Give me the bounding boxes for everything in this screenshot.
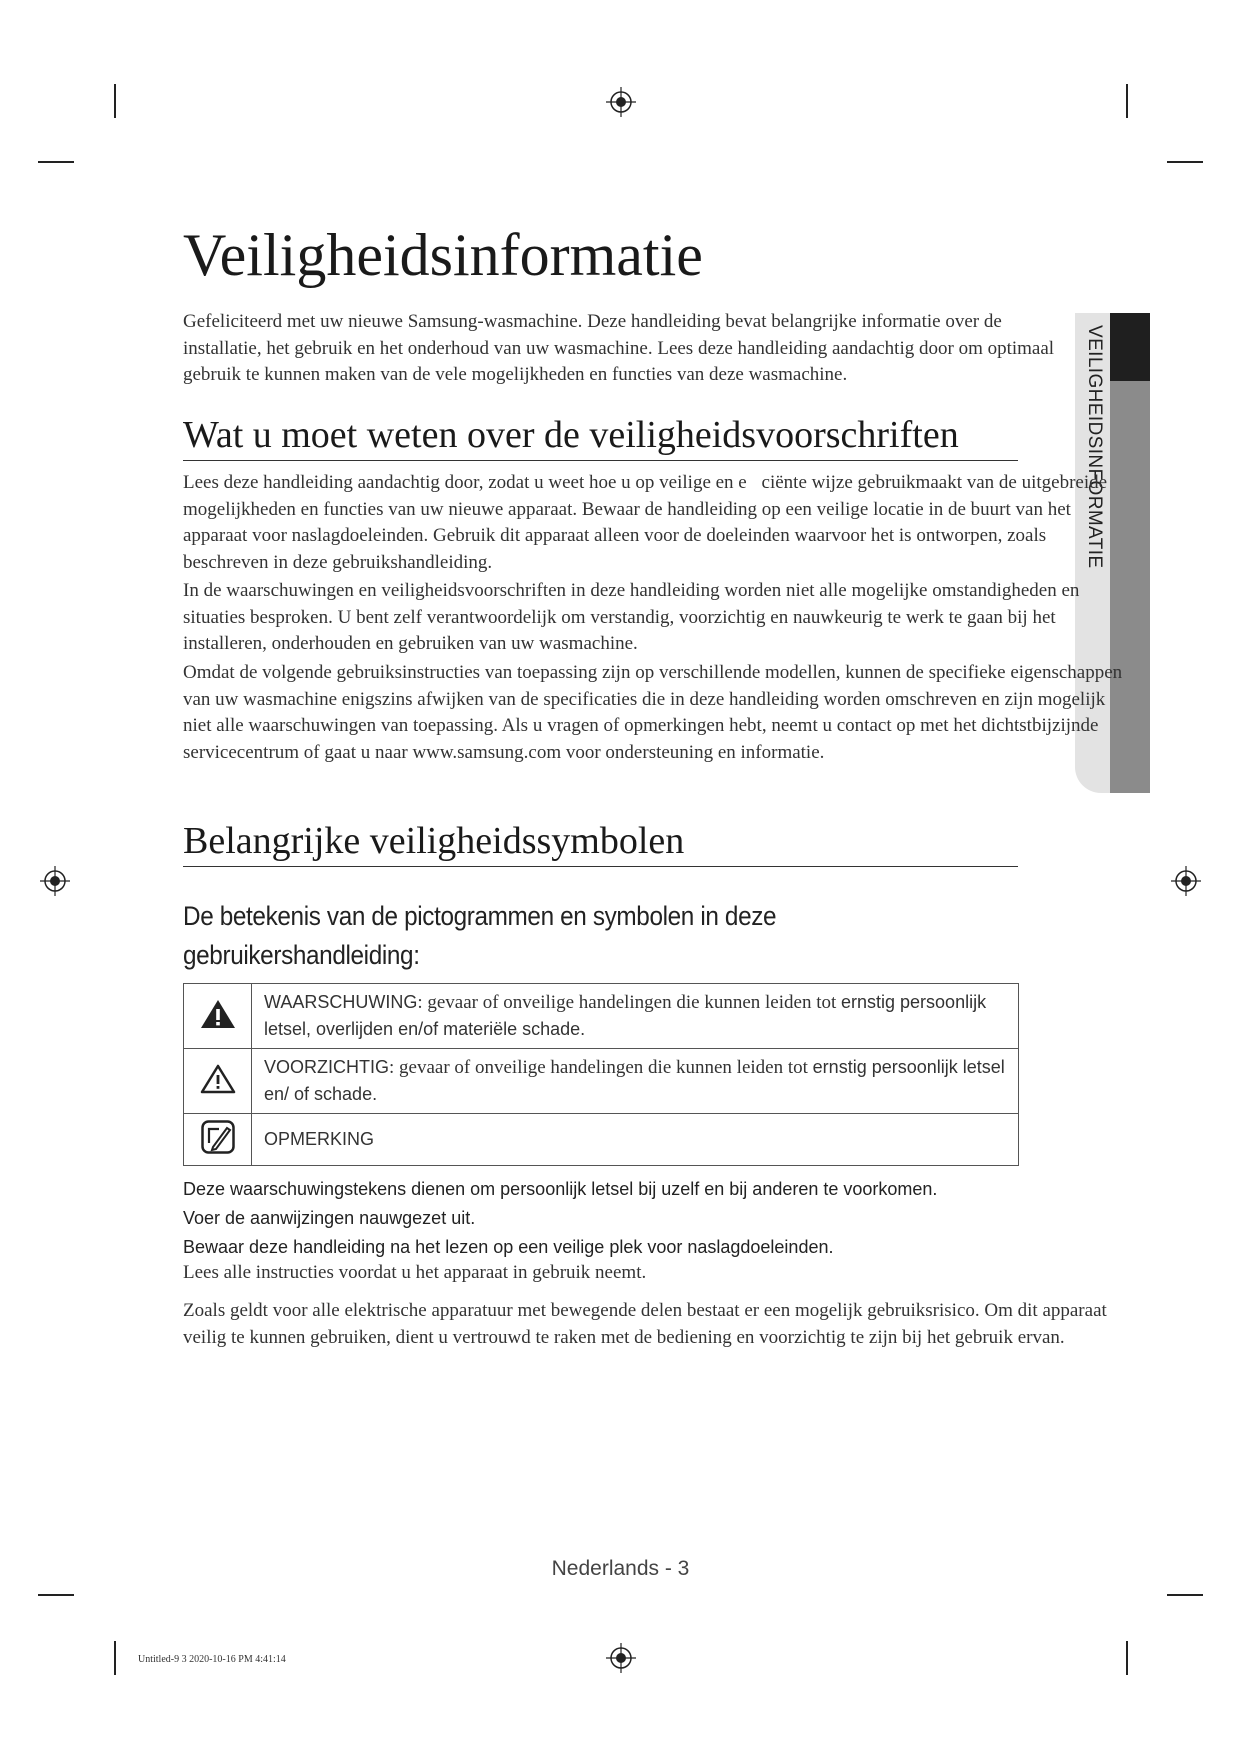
caution-icon — [199, 1063, 237, 1095]
crop-mark — [1167, 1594, 1203, 1596]
registration-mark-icon — [40, 866, 70, 896]
side-tab-dark-marker — [1110, 313, 1150, 381]
caution-description — [252, 1049, 1019, 1114]
registration-mark-icon — [606, 87, 636, 117]
warning-label: WAARSCHUWING — [264, 992, 418, 1012]
section1-paragraph-3: Omdat de volgende gebruiksinstructies van toepassing zijn op verschillende modellen, kunnen de specifieke eigenschappen van uw wasmachine enigszins afwijken van de specificaties die in deze handleiding worden omschreven en zijn mogelijk niet alle waarschuwingen van toepassing. Als u vragen of opmerkingen hebt, neemt u contact op met het dichtstbijzijnde servicecentrum of gaat u naar www.samsung.com voor ondersteuning en informatie. — [183, 662, 1123, 763]
section-heading-safety-symbols: Belangrijke veiligheidssymbolen — [183, 820, 1018, 867]
crop-mark — [114, 84, 116, 118]
warning-description — [252, 984, 1019, 1049]
caution-text: : gevaar of onveilige handelingen die kunnen leiden tot — [389, 1057, 813, 1078]
crop-mark — [1126, 84, 1128, 118]
table-row — [184, 984, 1019, 1049]
registration-mark-icon — [606, 1643, 636, 1673]
symbols-subheading: De betekenis van de pictogrammen en symbolen in deze gebruikershandleiding: — [183, 901, 777, 970]
side-tab-label: VEILIGHEIDSINFORMATIE — [1084, 325, 1105, 569]
safety-notes — [183, 1175, 1083, 1262]
warning-text-emphasis: ernstig persoonlijk letsel, overlijden en/of materiële schade. — [264, 992, 987, 1039]
read-instructions-paragraph: Lees alle instructies voordat u het apparaat in gebruik neemt. — [183, 1262, 647, 1283]
crop-mark — [38, 161, 74, 163]
section1-paragraph-1: Lees deze handleiding aandachtig door, zodat u weet hoe u op veilige en e ciënte wijze gebruikmaakt van de uitgebreide mogelijkheden en functies van uw nieuwe apparaat. Bewaar de handleiding op een veilige locatie in de buurt van het apparaat voor naslagdoeleinden. Gebruik dit apparaat alleen voor de doeleinden waarvoor het is ontworpen, zoals beschreven in deze gebruikshandleiding. — [183, 472, 1108, 573]
note-label: OPMERKING — [264, 1129, 375, 1149]
table-row — [184, 1049, 1019, 1114]
crop-mark — [1126, 1641, 1128, 1675]
section1-paragraph-2: In de waarschuwingen en veiligheidsvoorschriften in deze handleiding worden niet alle mogelijke omstandigheden en situaties besproken. U bent zelf verantwoordelijk om verstandig, voorzichtig en nauwkeurig te werk te gaan bij het installeren, onderhouden en gebruiken van uw wasmachine. — [183, 580, 1080, 654]
note-description — [252, 1114, 1019, 1166]
safety-note: Deze waarschuwingstekens dienen om persoonlijk letsel bij uzelf en bij anderen te voorkomen. — [183, 1179, 938, 1199]
warning-icon — [199, 998, 237, 1030]
warning-text: : gevaar of onveilige handelingen die kunnen leiden tot — [417, 992, 841, 1013]
registration-mark-icon — [1171, 866, 1201, 896]
section-heading-safety-rules: Wat u moet weten over de veiligheidsvoorschriften — [183, 414, 1018, 461]
symbol-cell — [184, 984, 252, 1049]
safety-note: Voer de aanwijzingen nauwgezet uit. — [183, 1208, 476, 1228]
symbol-cell — [184, 1114, 252, 1166]
symbol-cell — [184, 1049, 252, 1114]
crop-mark — [114, 1641, 116, 1675]
print-info: Untitled-9 3 2020-10-16 PM 4:41:14 — [138, 1654, 286, 1665]
caution-label: VOORZICHTIG — [264, 1057, 389, 1077]
usage-risk-paragraph: Zoals geldt voor alle elektrische apparatuur met bewegende delen bestaat er een mogelijk gebruiksrisico. Om dit apparaat veilig te kunnen gebruiken, dient u vertrouwd te raken met de bediening en voorzichtig te zijn bij het gebruik ervan. — [183, 1300, 1107, 1348]
page-title: Veiligheidsinformatie — [183, 222, 703, 288]
note-icon — [200, 1119, 236, 1155]
safety-note: Bewaar deze handleiding na het lezen op een veilige plek voor naslagdoeleinden. — [183, 1237, 834, 1257]
caution-text-emphasis: ernstig persoonlijk letsel en/ of schade. — [264, 1057, 1005, 1104]
intro-paragraph: Gefeliciteerd met uw nieuwe Samsung-wasmachine. Deze handleiding bevat belangrijke informatie over de installatie, het gebruik en het onderhoud van uw wasmachine. Lees deze handleiding aandachtig door om optimaal gebruik te kunnen maken van de vele mogelijkheden en functies van deze wasmachine. — [183, 311, 1055, 385]
crop-mark — [1167, 161, 1203, 163]
page-number: Nederlands - 3 — [551, 1557, 690, 1580]
crop-mark — [38, 1594, 74, 1596]
symbols-table — [183, 983, 1019, 1166]
table-row — [184, 1114, 1019, 1166]
